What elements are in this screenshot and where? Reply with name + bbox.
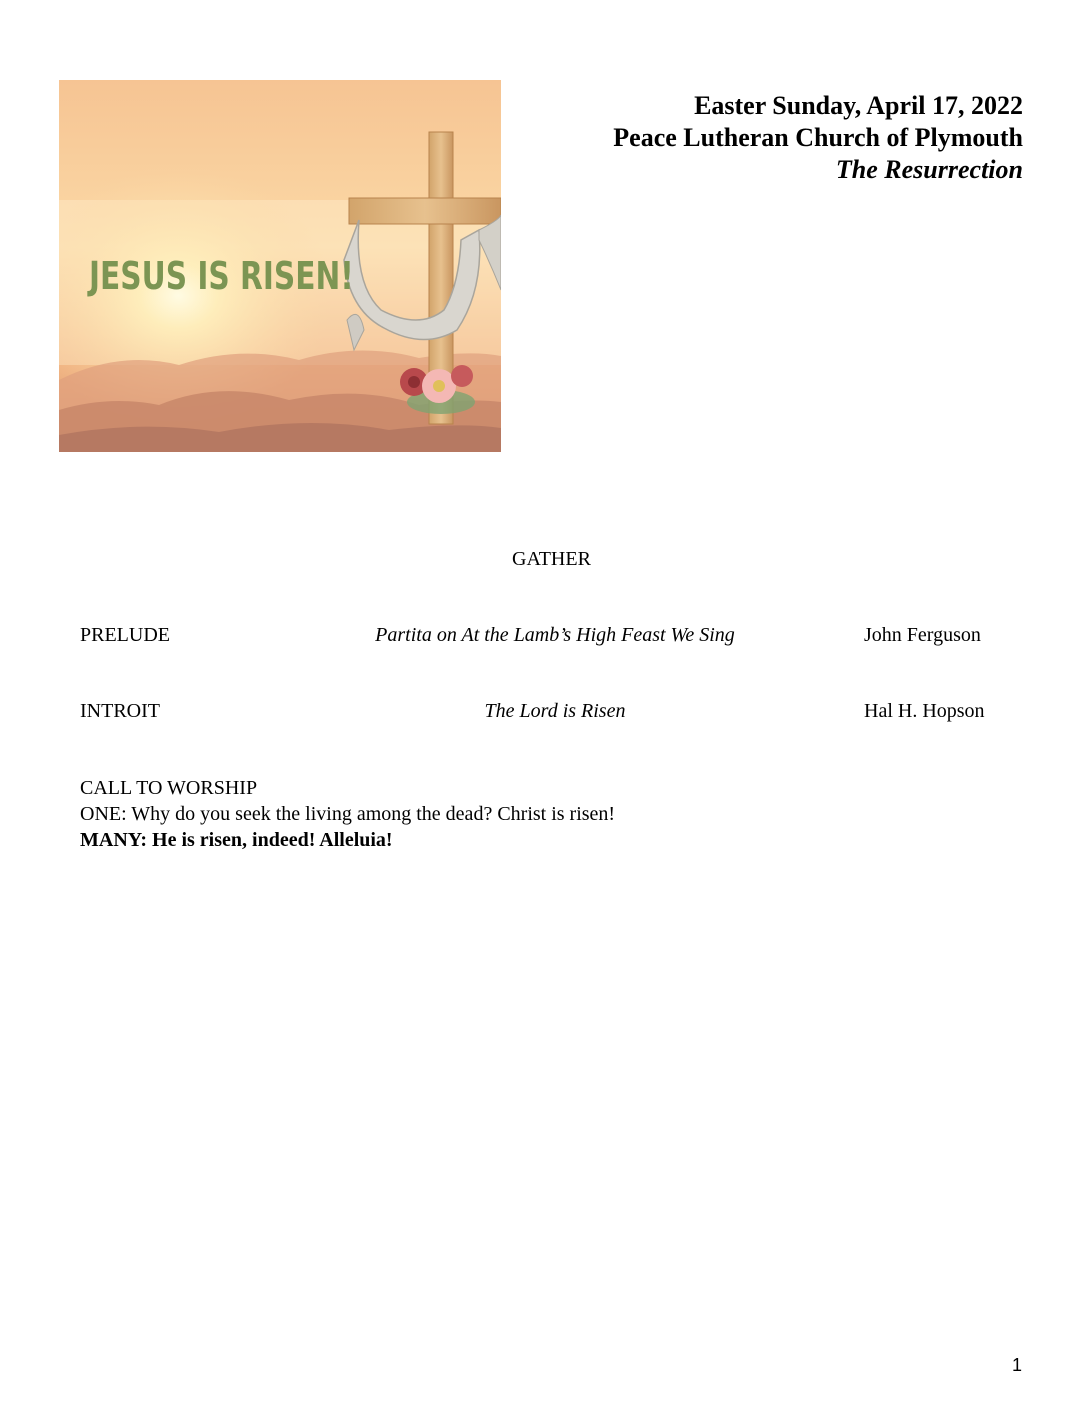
church-name: Peace Lutheran Church of Plymouth — [613, 123, 1023, 152]
bulletin-header — [613, 90, 1023, 186]
order-row-prelude — [80, 624, 1030, 650]
hero-headline: JESUS IS RISEN! — [89, 254, 354, 298]
congregation-line: MANY: He is risen, indeed! Alleluia! — [80, 829, 393, 851]
leader-line: ONE: Why do you seek the living among the dead? Christ is risen! — [80, 803, 616, 825]
order-piece: Partita on At the Lamb’s High Feast We Sing — [375, 624, 735, 646]
order-label: INTROIT — [80, 700, 160, 722]
order-composer: John Ferguson — [864, 624, 981, 646]
order-composer: Hal H. Hopson — [864, 700, 985, 722]
service-subtitle: The Resurrection — [835, 155, 1023, 184]
hero-image — [59, 80, 501, 452]
call-to-worship-heading: CALL TO WORSHIP — [80, 777, 258, 799]
date-line: Easter Sunday, April 17, 2022 — [694, 91, 1023, 120]
order-piece: The Lord is Risen — [484, 700, 626, 722]
page-number: 1 — [1011, 1355, 1022, 1375]
section-title: GATHER — [512, 548, 591, 570]
order-row-introit — [80, 700, 1030, 726]
call-to-worship — [80, 775, 615, 853]
order-label: PRELUDE — [80, 624, 170, 646]
